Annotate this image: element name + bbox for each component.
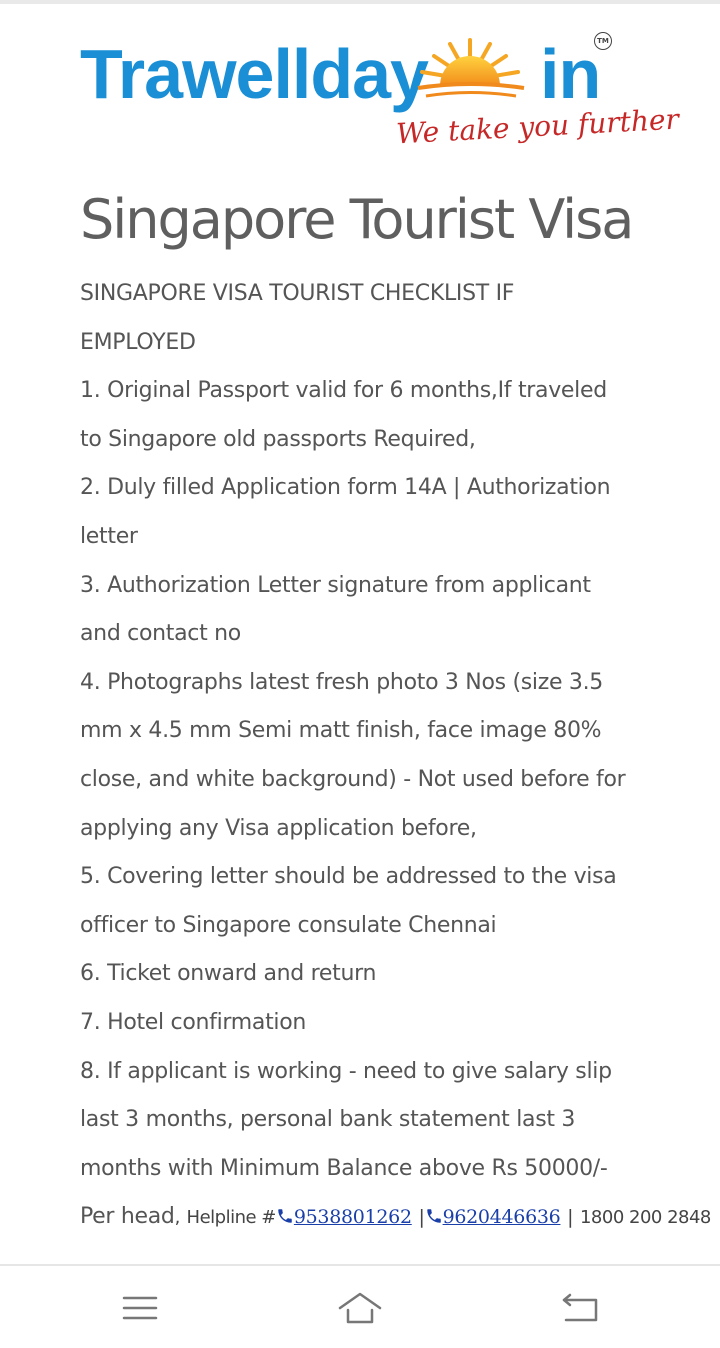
phone-icon bbox=[425, 1207, 443, 1225]
page-title: Singapore Tourist Visa bbox=[80, 188, 633, 251]
checklist-line: mm x 4.5 mm Semi matt finish, face image 80% bbox=[80, 718, 602, 744]
comma: , bbox=[174, 1207, 180, 1229]
helpline-label: Helpline # bbox=[186, 1207, 276, 1229]
trawellday-logo[interactable] bbox=[80, 28, 680, 168]
checklist-line: EMPLOYED bbox=[80, 329, 196, 355]
checklist-line: 6. Ticket onward and return bbox=[80, 961, 377, 987]
checklist-line: 2. Duly filled Application form 14A | Authorization bbox=[80, 475, 611, 501]
tollfree-number[interactable]: 1800 200 2848 bbox=[579, 1207, 711, 1229]
checklist-line: and contact no bbox=[80, 621, 241, 647]
sun-logo-icon bbox=[412, 36, 528, 102]
menu-button[interactable] bbox=[118, 1288, 162, 1328]
checklist-line: 1. Original Passport valid for 6 months,If traveled bbox=[80, 378, 607, 404]
logo-word-right: in bbox=[540, 35, 601, 113]
separator: | bbox=[567, 1206, 574, 1229]
checklist-line: 3. Authorization Letter signature from applicant bbox=[80, 572, 591, 598]
trademark-badge: TM bbox=[594, 32, 612, 50]
separator: | bbox=[418, 1206, 425, 1229]
checklist-line: applying any Visa application before, bbox=[80, 815, 477, 841]
checklist-line: Per head bbox=[80, 1204, 175, 1230]
checklist-line: 8. If applicant is working - need to give salary slip bbox=[80, 1058, 612, 1084]
visa-checklist bbox=[80, 270, 711, 1242]
helpline-row bbox=[80, 1193, 711, 1242]
back-button[interactable] bbox=[558, 1288, 602, 1328]
checklist-line: officer to Singapore consulate Chennai bbox=[80, 912, 497, 938]
checklist-line: SINGAPORE VISA TOURIST CHECKLIST IF bbox=[80, 281, 515, 306]
phone-link-2[interactable]: 9620446636 bbox=[442, 1206, 561, 1229]
phone-icon bbox=[276, 1207, 294, 1225]
checklist-line: months with Minimum Balance above Rs 50000/- bbox=[80, 1155, 608, 1181]
checklist-line: 7. Hotel confirmation bbox=[80, 1009, 307, 1035]
checklist-line: close, and white background) - Not used before for bbox=[80, 766, 626, 792]
android-nav-bar bbox=[0, 1264, 720, 1348]
checklist-line: to Singapore old passports Required, bbox=[80, 426, 476, 452]
checklist-line: 5. Covering letter should be addressed to the visa bbox=[80, 864, 617, 890]
checklist-line: last 3 months, personal bank statement last 3 bbox=[80, 1107, 576, 1133]
home-button[interactable] bbox=[338, 1288, 382, 1328]
back-icon bbox=[558, 1288, 602, 1328]
menu-icon bbox=[118, 1288, 162, 1328]
phone-link-1[interactable]: 9538801262 bbox=[293, 1206, 412, 1229]
home-icon bbox=[338, 1288, 382, 1328]
checklist-line: letter bbox=[80, 523, 138, 549]
logo-word-left: Trawellday bbox=[80, 35, 428, 113]
checklist-line: 4. Photographs latest fresh photo 3 Nos (size 3.5 bbox=[80, 669, 604, 695]
logo-tagline: We take you further bbox=[395, 102, 680, 151]
top-divider bbox=[0, 0, 720, 4]
